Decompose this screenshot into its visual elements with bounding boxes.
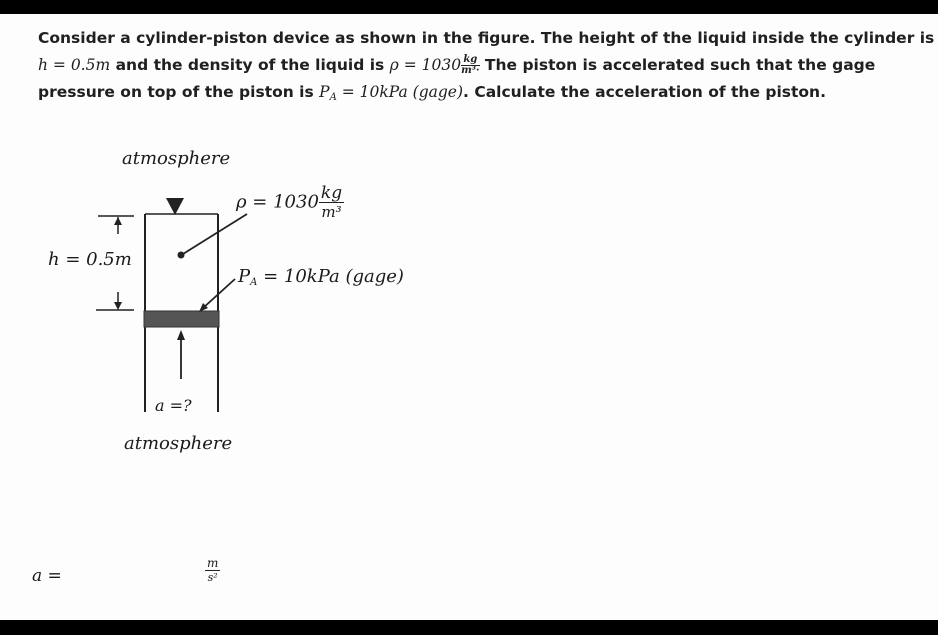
problem-page xyxy=(0,14,938,620)
density-label-unit-num: kg xyxy=(320,183,343,203)
density-label xyxy=(236,184,344,221)
answer-unit-num: m xyxy=(207,556,219,570)
atmosphere-bottom-label: atmosphere xyxy=(124,433,233,454)
height-dim-bottom-arrow-icon xyxy=(114,302,122,310)
problem-line-2-text-b: The piston is accelerated such that the gage xyxy=(484,56,876,74)
pressure-label-value: = 10kPa (gage) xyxy=(257,266,404,287)
answer-input[interactable] xyxy=(70,560,190,588)
atmosphere-top-label: atmosphere xyxy=(122,148,231,169)
density-unit-num: kg xyxy=(461,55,479,66)
answer-unit xyxy=(205,557,220,584)
cylinder-piston-figure xyxy=(0,14,938,620)
free-surface-triangle-icon xyxy=(166,198,184,215)
piston xyxy=(144,311,219,327)
problem-line-2-text-a: and the density of the liquid is xyxy=(115,56,385,74)
density-unit-den: m³· xyxy=(461,65,480,76)
pressure-label-symbol: P xyxy=(238,266,251,287)
problem-line-3-text-b: . Calculate the acceleration of the piston. xyxy=(463,83,826,101)
liquid-point-dot xyxy=(178,252,185,259)
pressure-subscript: A xyxy=(329,92,337,103)
pressure-label-sub: A xyxy=(250,277,258,288)
height-label: h = 0.5m xyxy=(48,249,132,270)
height-expression: h = 0.5m xyxy=(38,56,111,74)
answer-unit-den: s² xyxy=(207,571,218,584)
problem-line-1-text: Consider a cylinder-piston device as shown in the figure. The height of the liquid inside the cylinder is xyxy=(38,29,935,47)
height-dim-top-arrow-icon xyxy=(114,217,122,225)
density-label-unit xyxy=(319,184,344,221)
pressure-label xyxy=(238,266,404,288)
pressure-value: = 10kPa (gage) xyxy=(336,83,464,101)
density-label-prefix: ρ = 1030 xyxy=(236,191,319,213)
acceleration-label: a =? xyxy=(155,396,192,415)
density-expression: ρ = 1030 xyxy=(389,56,462,74)
answer-label: a = xyxy=(32,566,62,586)
acceleration-arrow-up-icon xyxy=(177,330,185,340)
density-label-unit-den: m³ xyxy=(321,203,342,221)
problem-line-3-text-a: pressure on top of the piston is xyxy=(38,83,314,101)
pressure-symbol: P xyxy=(319,83,330,101)
